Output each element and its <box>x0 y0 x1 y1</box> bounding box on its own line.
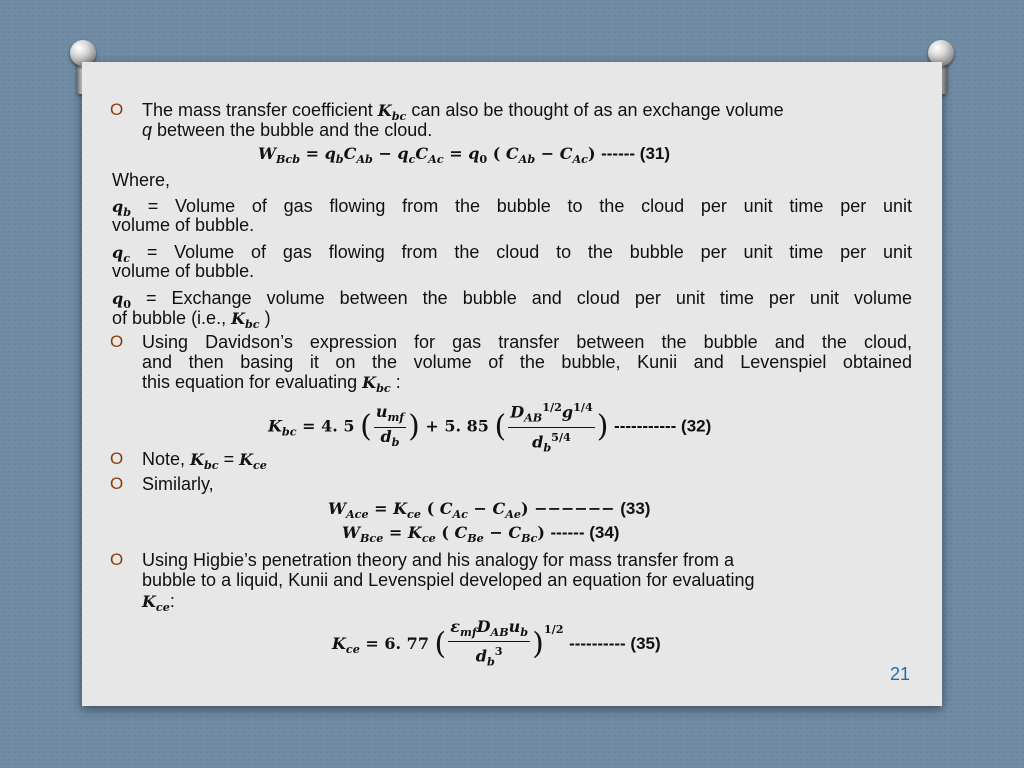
equation-31: $W_{Bcb} = q_bC_{Ab} - q_cC_{Ac} = q_0$ ( $C_{Ab} - C_{Ac}$) ------ (31) <box>258 144 671 167</box>
symbol-letter: q <box>112 289 124 308</box>
equation-34: $W_{Bce} = K_{ce}$ ( $C_{Be} - C_{Bc}$) ------ (34) <box>342 523 620 546</box>
q-symbol: q <box>142 120 153 140</box>
symbol <box>377 101 407 124</box>
qc-symbol <box>112 243 130 266</box>
symbol-sub: bc <box>244 317 260 332</box>
equation-32: $K_{bc} = 4$. 5 ( $\frac{u_{mf}}{d_b}$ ) + 5. 85 ( $\frac{D_{AB}^{1/2}g^{1/4}}{d_b^{5/4}}$ ) ----------- (32) <box>268 400 712 455</box>
bullet-5-line-1: Using Higbie’s penetration theory and his analogy for mass transfer from a <box>142 550 734 570</box>
equation-label: ------ (34) <box>550 523 620 542</box>
bullet-marker: O <box>110 449 124 468</box>
bullet-4-line: Similarly, <box>142 474 214 494</box>
coefficient: 6. 77 <box>384 633 429 653</box>
slide-card <box>82 62 942 706</box>
symbol-sub: bc <box>391 109 407 124</box>
where-label: Where, <box>112 170 171 190</box>
text-span: ) <box>259 308 271 328</box>
text-span: = Volume of gas flowing from the cloud to the bubble per unit time per unit <box>130 242 912 262</box>
symbol <box>142 592 170 615</box>
qc-definition-line-2: volume of bubble. <box>112 261 255 281</box>
bullet-3-line <box>142 449 267 475</box>
text-span: : <box>169 591 175 611</box>
coefficient: 5. 85 <box>444 416 489 436</box>
text-span: The mass transfer coefficient <box>142 100 378 120</box>
symbol-letter: K <box>231 309 245 328</box>
symbol-letter: K <box>362 373 377 392</box>
qb-symbol <box>112 197 132 220</box>
text-span: of bubble (i.e., <box>112 308 232 328</box>
equation-label: ----------- (32) <box>614 416 712 436</box>
fraction: $\frac{u_{mf}}{d_b}$ <box>375 402 405 449</box>
symbol-sub: c <box>123 251 130 266</box>
text-span: = <box>218 449 240 469</box>
symbol: $K_{bc}$ <box>190 450 219 473</box>
symbol-letter: q <box>112 197 124 216</box>
text-span: can also be thought of as an exchange volume <box>406 100 784 120</box>
symbol-sub: b <box>123 205 132 220</box>
equation-33: $W_{Ace} = K_{ce}$ ( $C_{Ac} - C_{Ae}$) −−−−−− (33) <box>328 499 651 522</box>
symbol-letter: K <box>142 592 156 611</box>
symbol-sub: bc <box>376 381 391 396</box>
text-span: = Exchange volume between the bubble and cloud per unit time per unit volume <box>130 288 912 308</box>
equation-label: (33) <box>620 499 651 518</box>
symbol-sub: ce <box>155 600 170 615</box>
bullet-marker: O <box>110 474 124 493</box>
text-span: Using Davidson’s expression for gas transfer between the bubble and the cloud, <box>142 332 912 352</box>
equation-35: $K_{ce} = 6$. 77 ( $\frac{\varepsilon_{mf}D_{AB}u_b}{d_b^3}$ )$^{1/2}$ ---------- (35) <box>332 617 661 669</box>
equation-label: ------ (31) <box>601 144 671 163</box>
fraction: $\frac{\varepsilon_{mf}D_{AB}u_b}{d_b^3}$ <box>450 617 529 669</box>
bullet-2-line-3 <box>142 372 401 398</box>
q0-definition-line-2 <box>112 308 271 334</box>
exponent: 1/2 <box>543 621 564 636</box>
page-number: 21 <box>889 664 910 684</box>
coefficient: 4. 5 <box>321 416 355 436</box>
bullet-marker: O <box>110 550 124 569</box>
text-span: Note, <box>142 449 191 469</box>
text-span: this equation for evaluating <box>142 372 363 392</box>
q0-symbol <box>112 289 131 312</box>
bullet-2-line-2 <box>142 352 912 372</box>
bullet-1-line-2 <box>142 120 432 140</box>
bullet-2-line-1 <box>142 332 912 352</box>
text-span: between the bubble and the cloud. <box>152 120 433 140</box>
symbol <box>231 309 260 332</box>
qb-definition-line-2: volume of bubble. <box>112 215 255 235</box>
bullet-5-line-3 <box>142 591 175 617</box>
text-span: and then basing it on the volume of the bubble, Kunii and Levenspiel obtained <box>142 352 912 372</box>
symbol-letter: q <box>112 243 124 262</box>
slide-content <box>82 62 942 706</box>
equation-label: ---------- (35) <box>569 633 661 653</box>
text-span: = Volume of gas flowing from the bubble to the cloud per unit time per unit <box>131 196 912 216</box>
symbol: $K_{ce}$ <box>239 450 267 473</box>
bullet-marker: O <box>110 332 124 351</box>
bullet-5-line-2: bubble to a liquid, Kunii and Levenspiel developed an equation for evaluating <box>142 570 755 590</box>
bullet-marker: O <box>110 100 124 119</box>
text-span: : <box>390 372 401 392</box>
fraction: $\frac{D_{AB}^{1/2}g^{1/4}}{d_b^{5/4}}$ <box>510 400 593 455</box>
symbol-letter: K <box>377 101 392 120</box>
symbol-sub: 0 <box>123 297 131 312</box>
symbol <box>362 373 391 396</box>
